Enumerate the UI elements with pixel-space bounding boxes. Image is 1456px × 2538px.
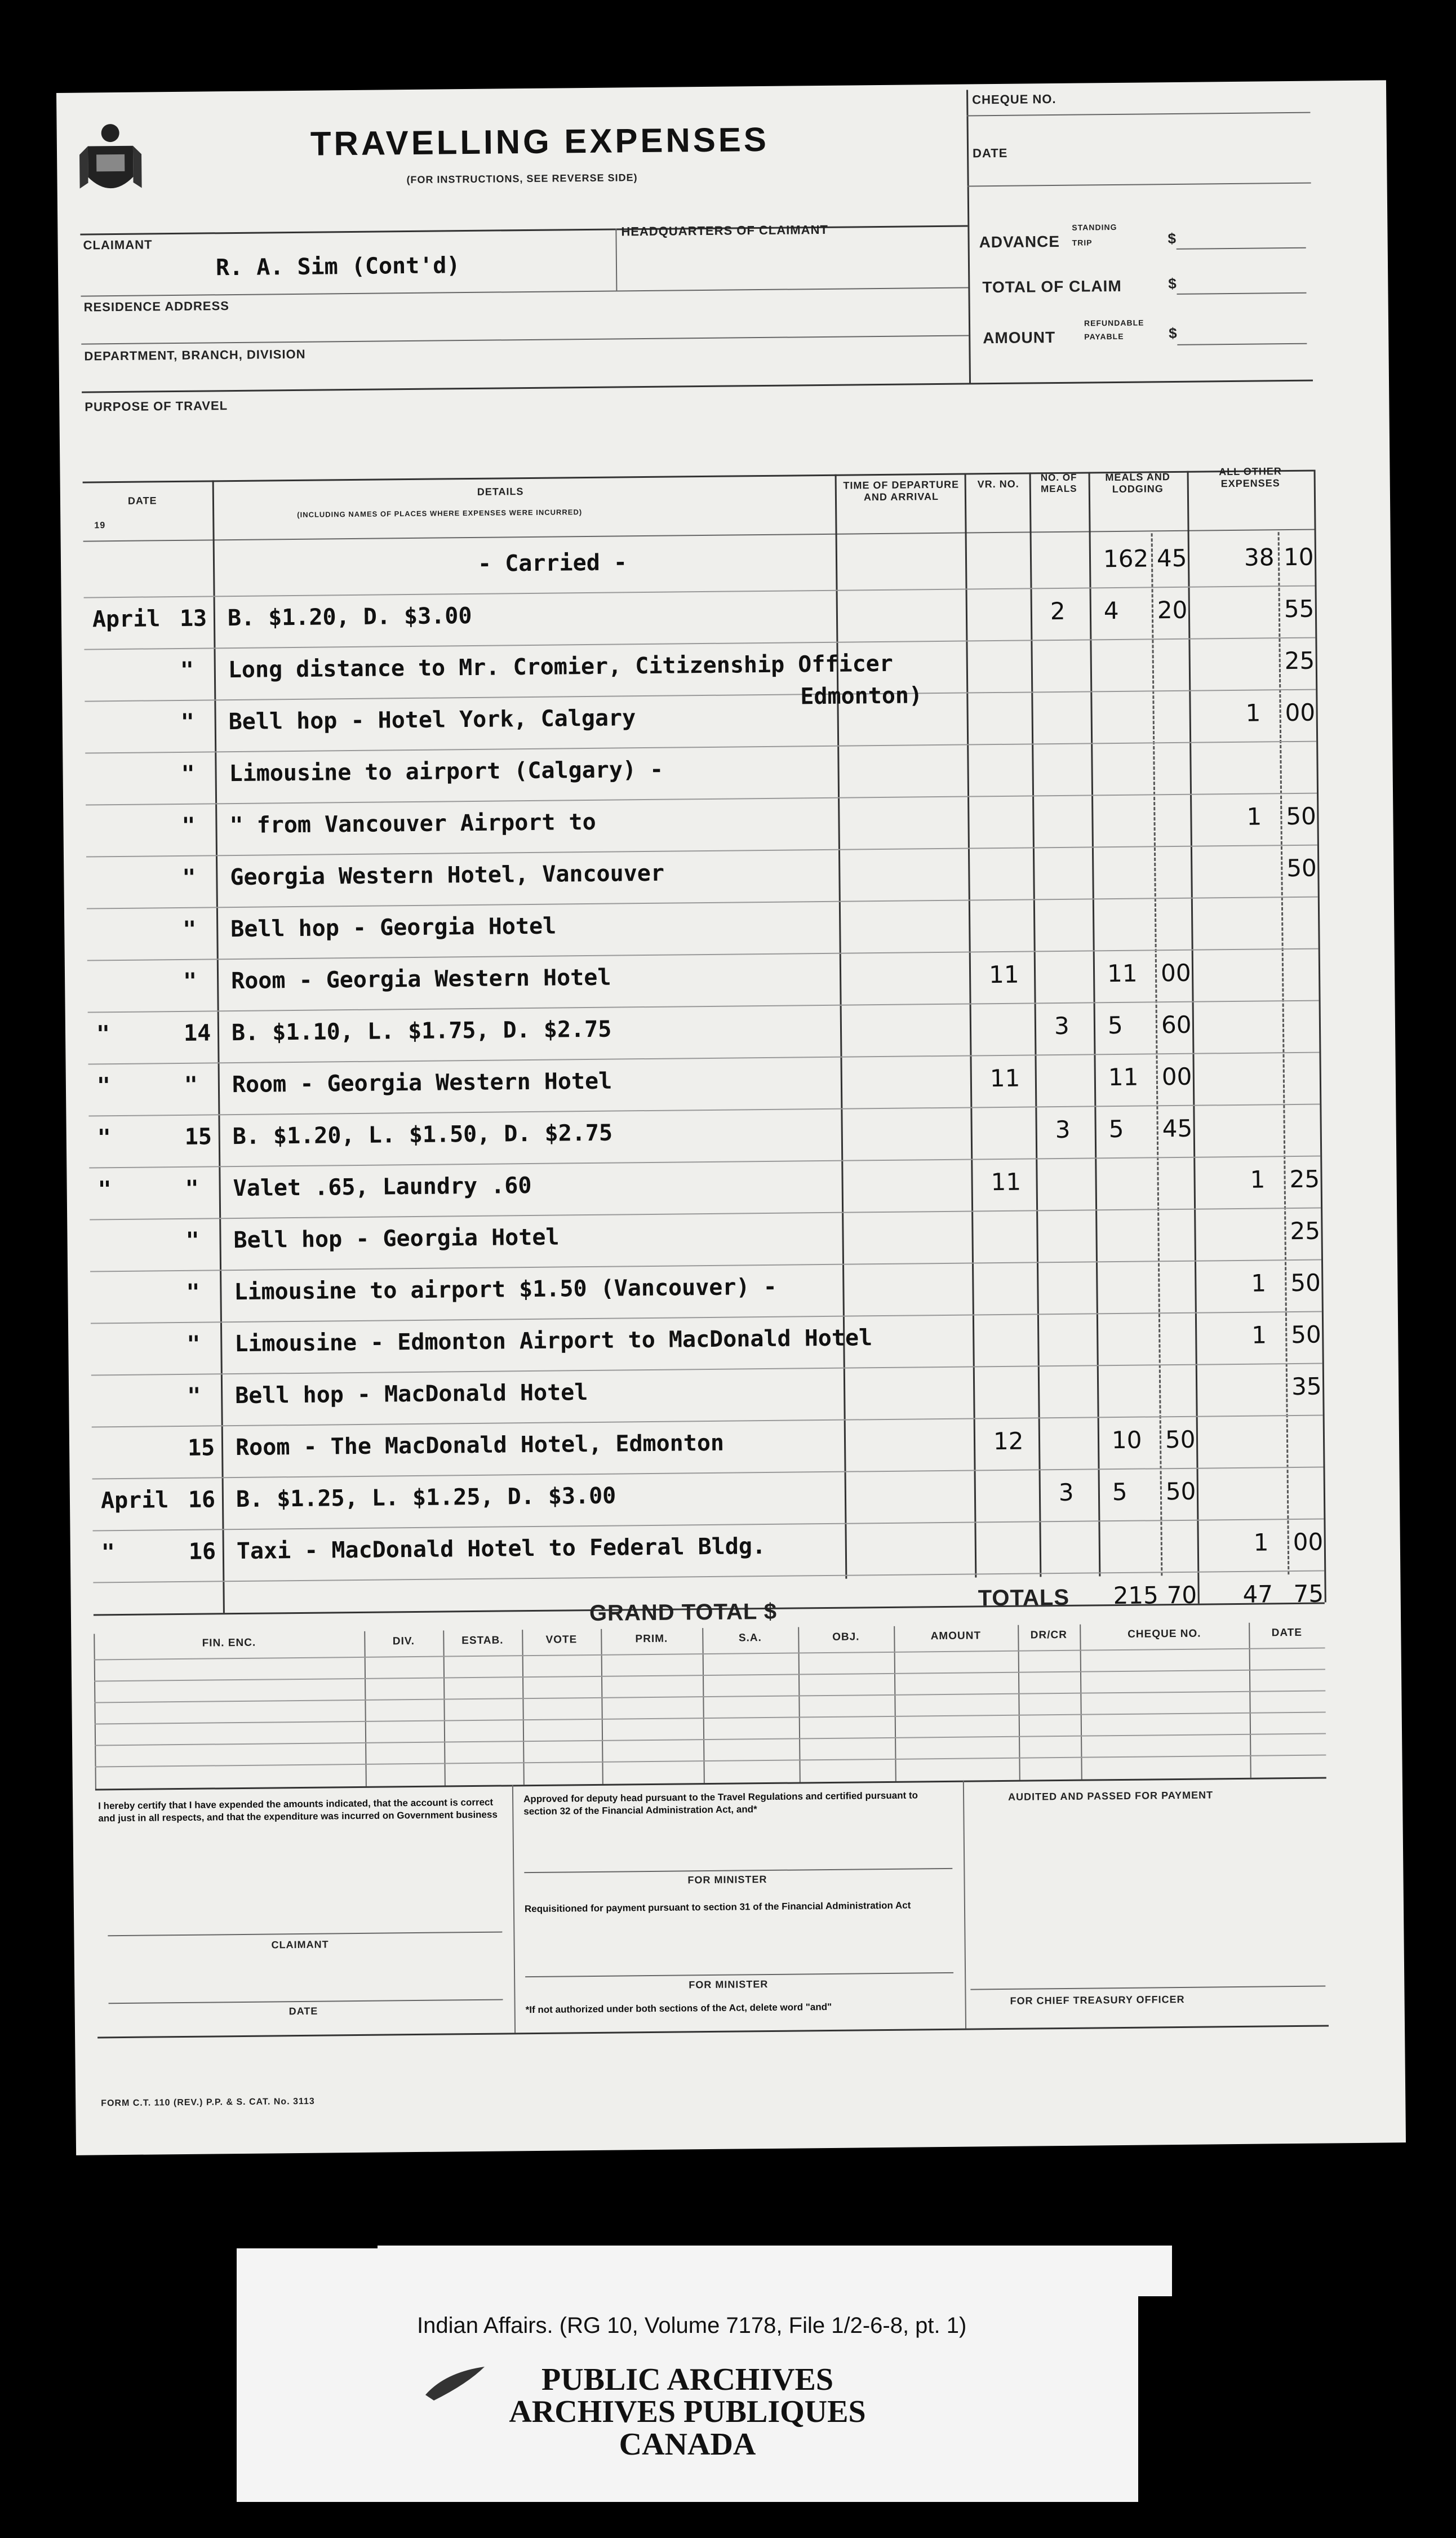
row-other-cents: 25 (1284, 646, 1315, 675)
row-other-dollars: 38 (1244, 543, 1275, 571)
row-details: B. $1.25, L. $1.25, D. $3.00 (236, 1483, 616, 1513)
coding-header: ESTAB. (461, 1634, 504, 1647)
row-meals-cents: 00 (1161, 1062, 1192, 1091)
coding-header: FIN. ENC. (202, 1636, 256, 1649)
meals-lodging-header: MEALS AND LODGING (1105, 471, 1170, 495)
trip-label: TRIP (1072, 238, 1093, 247)
row-meals-count: 3 (1055, 1115, 1071, 1144)
row-details: " from Vancouver Airport to (229, 809, 596, 839)
row-details: - Carried - (477, 549, 628, 577)
row-meals-cents: 50 (1165, 1425, 1196, 1454)
headquarters-label: HEADQUARTERS OF CLAIMANT (621, 222, 828, 239)
row-day: 14 (183, 1020, 211, 1046)
requisition-text: Requisitioned for payment pursuant to section 31 of the Financial Administration Act (524, 1900, 911, 1915)
details-header: DETAILS (477, 486, 524, 498)
row-vr-no: 12 (993, 1427, 1024, 1456)
row-day: " (184, 1072, 198, 1098)
row-day: " (180, 709, 195, 735)
residence-label: RESIDENCE ADDRESS (83, 299, 229, 314)
row-meals-dollars: 5 (1112, 1477, 1127, 1506)
advance-label: ADVANCE (979, 232, 1060, 251)
other-expenses-header: ALL OTHER EXPENSES (1219, 465, 1282, 490)
archive-line-3: CANADA (619, 2427, 756, 2462)
row-meals-dollars: 5 (1108, 1115, 1124, 1143)
row-details: Limousine to airport (Calgary) - (229, 756, 664, 787)
row-details: Bell hop - Georgia Hotel (230, 913, 557, 943)
row-details: Limousine to airport $1.50 (Vancouver) - (234, 1274, 777, 1306)
approval-text: Approved for deputy head pursuant to the Travel Regulations and certified pursuant to section 32 of the Financial Administration Act, and* (523, 1790, 918, 1817)
coding-header: OBJ. (832, 1631, 860, 1643)
row-meals-cents: 00 (1160, 959, 1191, 987)
row-other-cents: 50 (1290, 1268, 1321, 1297)
row-month: " (101, 1539, 116, 1566)
form-subtitle: (FOR INSTRUCTIONS, SEE REVERSE SIDE) (406, 172, 638, 186)
row-day: " (187, 1331, 201, 1357)
row-meals-cents: 60 (1161, 1010, 1192, 1039)
row-meals-cents: 45 (1156, 544, 1187, 573)
row-vr-no: 11 (991, 1168, 1022, 1196)
row-day: 15 (184, 1124, 212, 1150)
row-day: 13 (179, 605, 207, 632)
row-other-dollars: 1 (1251, 1269, 1267, 1297)
row-day: " (186, 1279, 200, 1306)
row-month: April (92, 606, 161, 633)
date-label: DATE (972, 145, 1008, 161)
coding-header: S.A. (738, 1632, 762, 1644)
purpose-label: PURPOSE OF TRAVEL (85, 398, 228, 414)
row-other-cents: 25 (1289, 1165, 1320, 1193)
department-label: DEPARTMENT, BRANCH, DIVISION (84, 347, 306, 363)
row-other-cents: 55 (1284, 594, 1315, 623)
row-other-cents: 50 (1286, 854, 1317, 882)
row-other-dollars: 1 (1250, 1165, 1266, 1193)
row-details: Bell hop - Georgia Hotel (233, 1224, 560, 1254)
coding-header: PRIM. (635, 1632, 668, 1645)
coding-header: CHEQUE NO. (1127, 1627, 1201, 1640)
row-meals-dollars: 162 (1103, 544, 1149, 573)
row-month: April (100, 1487, 169, 1514)
archive-line-2: ARCHIVES PUBLIQUES (509, 2394, 866, 2429)
row-details: Room - The MacDonald Hotel, Edmonton (235, 1430, 725, 1461)
row-other-cents: 35 (1291, 1372, 1322, 1401)
row-meals-cents: 50 (1165, 1477, 1196, 1506)
coding-header: AMOUNT (930, 1630, 982, 1643)
meals-no-header: NO. OF MEALS (1040, 472, 1077, 495)
row-details-extra: Edmonton) (800, 682, 923, 710)
row-details: Valet .65, Laundry .60 (233, 1172, 532, 1202)
refundable-label: REFUNDABLE (1084, 318, 1144, 328)
totals-meals-dollars: 215 (1113, 1581, 1159, 1610)
row-other-cents: 10 (1283, 543, 1314, 571)
row-details: Room - Georgia Western Hotel (230, 964, 611, 995)
row-vr-no: 11 (988, 960, 1019, 989)
row-meals-cents: 20 (1157, 596, 1188, 624)
row-day: 16 (188, 1538, 216, 1565)
row-other-dollars: 1 (1251, 1321, 1267, 1349)
form-title: TRAVELLING EXPENSES (310, 120, 770, 163)
row-other-dollars: 1 (1253, 1528, 1269, 1556)
row-other-dollars: 1 (1245, 699, 1261, 727)
row-other-dollars: 1 (1246, 802, 1262, 831)
row-month: " (97, 1125, 112, 1151)
expense-form: TRAVELLING EXPENSES (FOR INSTRUCTIONS, SEE REVERSE SIDE) CHEQUE NO. DATE ADVANCE STANDING TRIP $ TOTAL OF CLAIM $ AMOUNT REFUNDABLE PAYABLE $ CLAIMANT R. A. Sim (Cont'd) HEADQUARTERS OF CLAIMANT RESIDENCE ADDRESS DEPARTMENT, BRANCH, DIVISION PURPOSE OF TRAVEL DATE 19 DETAILS (INCLUDING NAMES OF PLACES WHERE EXPENSES WERE INCURRED) TIME OF DEPARTURE AND ARRIVAL VR. NO. NO. OF MEALS MEALS AND LODGING ALL OTHER EXPENSES - Carried - 162 45 38 10 April 13 B. $1.20, D. $3.00 2 4 20 55 " Long distance to Mr. Cromier, Citizenship Officer 25 " Bell hop - Hotel York, Calgary 1 00 Edmonton) " Limousine to airport (Calgary) - " " from Vancouver Airport to 1 50 " Georgia Western Hotel, Vancouver 50 " Bell hop - Georgia Hotel " Room - Georgia Western Hotel 11 11 00 " 14 B. $1.10, L. $1.75, D. $2.75 3 5 60 " " Room - Georgia Western Hotel 11 11 00 " 15 B. $1.20, L. $1.50, D. $2.75 3 5 45 " " Valet .65, Laundry .60 11 1 25 " Bell hop - Georgia Hotel 25 " Limousine to airport $1.50 (Vancouver) - 1 50 " Limousine - Edmonton Airport to MacDonald Hotel 1 50 " Bell hop - MacDonald Hotel 35 15 Room - The MacDonald Hotel, Edmonton 12 10 50 April 16 B. $1.25, L. $1.25, D. $3.00 3 5 50 " 16 Taxi - MacDonald Hotel to Federal Bldg. 1 00 GRAND TOTAL $ TOTALS 215 70 47 75 FIN. ENC. DIV. ESTAB. VOTE PRIM. S.A. OBJ. AMOUNT DR/CR CHEQUE NO. DATE I hereby certify that I have expended the amounts indicated, that the account is correct and just in all respects, and that the expenditure was incurred on Government business CLAIMANT DATE Approved for deputy head pursuant to the Travel Regulations and certified pursuant to section 32 of the Financial Administration Act, and* FOR MINISTER Requisitioned for payment pursuant to section 31 of the Financial Administration Act FOR MINISTER *If not authorized under both sections of the Act, delete word "and" AUDITED AND PASSED FOR PAYMENT FOR CHIEF TREASURY OFFICER FORM C.T. 110 (REV.) P.P. & S. CAT. No. 3113 (56, 80, 1406, 2155)
row-meals-count: 3 (1054, 1011, 1069, 1040)
seal-icon (423, 2361, 490, 2406)
row-meals-dollars: 10 (1111, 1426, 1142, 1454)
row-meals-dollars: 5 (1107, 1011, 1123, 1040)
standing-label: STANDING (1072, 222, 1117, 232)
archive-line-1: PUBLIC ARCHIVES (541, 2362, 834, 2397)
footnote: *If not authorized under both sections of the Act, delete word "and" (525, 2001, 832, 2016)
details-subheader: (INCLUDING NAMES OF PLACES WHERE EXPENSES WERE INCURRED) (297, 508, 583, 519)
row-details: Bell hop - MacDonald Hotel (234, 1379, 588, 1409)
row-meals-count: 2 (1050, 597, 1066, 625)
row-month: " (97, 1177, 112, 1203)
archive-stamp (237, 2248, 1138, 2502)
coding-header: DR/CR (1030, 1629, 1068, 1641)
row-day: " (187, 1383, 201, 1409)
cheque-no-label: CHEQUE NO. (972, 91, 1057, 107)
totals-other-cents: 75 (1293, 1579, 1324, 1608)
row-details: B. $1.20, D. $3.00 (227, 602, 472, 632)
row-details: Taxi - MacDonald Hotel to Federal Bldg. (236, 1533, 766, 1565)
row-details: B. $1.20, L. $1.50, D. $2.75 (232, 1120, 613, 1150)
row-other-cents: 50 (1291, 1320, 1321, 1349)
row-day: 15 (187, 1435, 215, 1461)
row-vr-no: 11 (989, 1064, 1020, 1093)
row-day: " (185, 1175, 199, 1202)
row-details: Georgia Western Hotel, Vancouver (230, 860, 665, 891)
time-header: TIME OF DEPARTURE AND ARRIVAL (843, 478, 960, 503)
row-day: " (183, 968, 197, 995)
coding-header: DIV. (392, 1635, 415, 1648)
coding-header: VOTE (545, 1634, 578, 1646)
archive-reference: Indian Affairs. (RG 10, Volume 7178, File 1/2-6-8, pt. 1) (417, 2313, 967, 2338)
row-details: B. $1.10, L. $1.75, D. $2.75 (231, 1016, 612, 1046)
amount-label: AMOUNT (983, 329, 1056, 347)
grand-total-label: GRAND TOTAL $ (589, 1599, 778, 1626)
claimant-certification: I hereby certify that I have expended the amounts indicated, that the account is correct and just in all respects, and that the expenditure was incurred on Government business (98, 1796, 498, 1824)
claimant-label: CLAIMANT (83, 237, 153, 252)
row-day: " (185, 1227, 199, 1254)
row-meals-dollars: 11 (1107, 959, 1138, 988)
vr-header: VR. NO. (977, 478, 1019, 490)
row-details: Bell hop - Hotel York, Calgary (228, 705, 636, 735)
totals-other-dollars: 47 (1242, 1580, 1273, 1608)
row-other-cents: 25 (1290, 1217, 1321, 1245)
row-month: " (96, 1073, 111, 1099)
total-claim-label: TOTAL OF CLAIM (982, 277, 1122, 296)
row-other-cents: 00 (1285, 698, 1316, 727)
coat-of-arms-icon (76, 121, 144, 206)
row-day: " (181, 813, 196, 839)
row-details: Room - Georgia Western Hotel (232, 1068, 612, 1098)
row-day: " (183, 916, 197, 943)
row-meals-cents: 45 (1162, 1114, 1193, 1143)
row-day: " (181, 761, 195, 787)
row-other-cents: 50 (1286, 802, 1317, 831)
row-day: " (182, 864, 196, 891)
row-details: Limousine - Edmonton Airport to MacDonald Hotel (234, 1325, 873, 1357)
row-details: Long distance to Mr. Cromier, Citizenship Officer (228, 650, 894, 684)
row-other-cents: 00 (1293, 1528, 1324, 1556)
row-meals-dollars: 4 (1103, 596, 1119, 625)
totals-meals-cents: 70 (1166, 1581, 1197, 1609)
row-month: " (96, 1021, 110, 1048)
row-meals-dollars: 11 (1108, 1063, 1139, 1091)
date-header: DATE (127, 495, 157, 507)
coding-header: DATE (1271, 1626, 1303, 1639)
row-meals-count: 3 (1058, 1478, 1074, 1507)
row-day: 16 (188, 1487, 216, 1513)
audited-label: AUDITED AND PASSED FOR PAYMENT (1008, 1789, 1214, 1803)
payable-label: PAYABLE (1084, 331, 1124, 341)
form-number: FORM C.T. 110 (REV.) P.P. & S. CAT. No. 3113 (101, 2096, 315, 2109)
totals-label: TOTALS (978, 1585, 1070, 1611)
row-day: " (180, 657, 194, 684)
claimant-value: R. A. Sim (Cont'd) (215, 252, 460, 281)
